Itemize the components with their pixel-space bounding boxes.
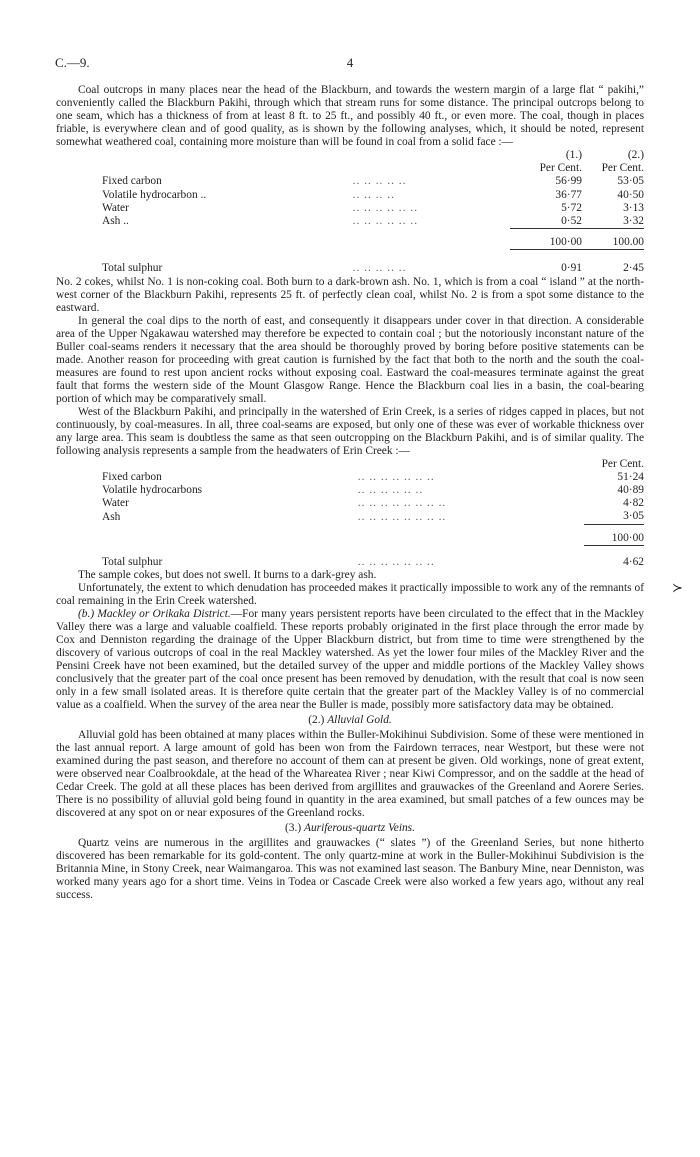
analysis-item: Water: [102, 201, 129, 214]
analysis-item: Volatile hydrocarbons: [102, 484, 203, 497]
total-1: 100·00: [510, 236, 582, 250]
leader-dots: .. .. .. .. .. .. .. ..: [357, 510, 447, 523]
section-heading-alluvial-gold: [56, 714, 644, 727]
value-1: 5·72: [561, 201, 582, 214]
value: 40·89: [617, 484, 644, 497]
paragraph-coking-note: No. 2 cokes, whilst No. 1 is non-coking coal. Both burn to a dark-brown ash. No. 1, which is from a coal “ island ” at the north-west corner of the Blackburn Pakihi, represents 25 ft. of perfectly clean coal, whilst No. 2 is from a spot some distance to the eastward.: [56, 275, 644, 314]
analysis-item: Fixed carbon: [102, 175, 162, 188]
value-2: 3·32: [582, 215, 644, 229]
analysis-col-labels: [56, 149, 644, 162]
section-number: (2.): [308, 714, 325, 727]
value-2: 53·05: [617, 175, 644, 188]
analysis-row: [56, 471, 644, 484]
page-body: [56, 84, 644, 902]
paragraph-denudation: Unfortunately, the extent to which denudation has proceeded makes it practically impossible to work any of the remnants of coal remaining in the Erin Creek watershed.: [56, 582, 644, 608]
margin-mark: ≻: [672, 580, 683, 595]
col2-label: (2.): [627, 149, 644, 161]
analysis-item: Ash: [102, 510, 121, 523]
leader-dots: .. .. .. .. .. .. .. ..: [357, 497, 447, 510]
section-title: Auriferous-quartz Veins.: [304, 822, 415, 835]
sulphur-2: 2·45: [623, 262, 644, 275]
analysis-total-row: [56, 236, 644, 250]
analysis-row: [56, 484, 644, 497]
paragraph-coal-dip: In general the coal dips to the north of east, and consequently it disappears under cover in that direction. A considerable area of the Upper Ngakawau watershed may therefore be expected to contain coal ; but the notoriously inconstant nature of the Buller coal-seams renders it necessary that the area should be thoroughly proved by boring before positive statements can be made. Another reason for proceeding with great caution is furnished by the fact that both to the north and the south the coal-measures are found to rest upon ancient rocks without exposing coal. Eastward the coal-measures terminate against the great fault that forms the western side of the Mount Glasgow Range. Hence the Blackburn coal lies in a basin, the coal-bearing portion of which may be comparatively small.: [56, 314, 644, 405]
paragraph-mackley: [56, 608, 644, 712]
value-2: 40·50: [617, 188, 644, 201]
analysis-row: [56, 202, 644, 215]
total-2: 100.00: [582, 236, 644, 250]
paragraph-erin-creek: West of the Blackburn Pakihi, and principally in the watershed of Erin Creek, is a series of ridges capped in places, but not continuously, by coal-measures. In all, three coal-seams are exposed, but only one of these was ever of workable thickness over any large area. This seam is doubtless the same as that seen outcropping on the Blackburn Pakihi, and is of similar quality. The following analysis represents a sample from the headwaters of Erin Creek :—: [56, 405, 644, 457]
value-2: 3·13: [623, 201, 644, 214]
analysis-item: Fixed carbon: [102, 470, 162, 483]
leader-dots: .. .. .. .. .. ..: [357, 484, 424, 497]
col1-unit: Per Cent.: [539, 162, 582, 175]
analysis-row: [56, 497, 644, 510]
col2-unit: Per Cent.: [601, 162, 644, 175]
mackley-subheading: (b.) Mackley or Orikaka District.: [78, 608, 231, 621]
col1-label: (1.): [565, 149, 582, 161]
mackley-text: —For many years persistent reports have been circulated to the effect that in the Mackley Valley there was a large and valuable coalfield. These reports probably originated in the first place through the error made by Cox and Denniston regarding the drainage of the Upper Blackburn district, but from time to time were strengthened by the discovery of various outcrops of coal in the real Mackley watershed. As yet the lower four miles of the Mackley River and the Pensini Creek have not been examined, but the detailed survey of the upper and middle portions of the Mackley Valley shows conclusively that the greater part of the coal once present has been removed by denudation, with the result that coal is now seen only in a few small isolated areas. It is therefore quite certain that the greater part of the Mackley Valley is of no commercial value as a coalfield. When the survey of the area near the Buller is made, possibly more satisfactory data may be obtained.: [56, 608, 645, 712]
analysis-item: Water: [102, 497, 129, 510]
page-number: 4: [346, 55, 354, 70]
col-unit: Per Cent.: [601, 457, 644, 470]
sulphur-label: Total sulphur: [102, 262, 163, 275]
analysis-total-row: [56, 532, 644, 546]
analysis-sulphur-row: [56, 262, 644, 275]
analysis-item: Ash ..: [102, 215, 129, 228]
value: 4·82: [623, 497, 644, 510]
paragraph-quartz-veins: Quartz veins are numerous in the argillites and grauwackes (“ slates ”) of the Greenland Series, but none hitherto discovered has been remarkable for its gold-content. The only quartz-mine at work in the Buller-Mokihinui Subdivision is the Britannia Mine, in Stony Creek, near Waimangaroa. This was not examined last season. The Banbury Mine, near Denniston, was worked many years ago for a short time. Veins in Todea or Cascade Creek were also worked a few years ago, without any real success.: [56, 837, 644, 902]
leader-dots: .. .. .. .. .. ..: [352, 215, 419, 228]
total: 100·00: [584, 532, 644, 546]
paragraph-blackburn-outcrops: Coal outcrops in many places near the head of the Blackburn, and towards the western margin of a large flat “ pakihi,” conveniently called the Blackburn Pakihi, through which that stream runs for some distance. The principal outcrops belong to one seam, which has a thickness of from at least 8 ft. to 25 ft., and possibly 40 ft., or even more. The coal, though in places friable, is everywhere clean and of good quality, as is shown by the following analyses, which, it should be noted, represent somewhat weathered coal, containing more moisture than will be found in coal from a solid face :—: [56, 84, 644, 148]
value-1: 36·77: [555, 188, 582, 201]
analysis-item: Volatile hydrocarbon ..: [102, 188, 207, 201]
analysis-row: [56, 175, 644, 188]
analysis-col-units: [56, 162, 644, 175]
analysis-row: [56, 510, 644, 524]
sulphur-value: 4·62: [623, 555, 644, 568]
leader-dots: .. .. .. .. .. .. ..: [357, 470, 435, 483]
value-1: 56·99: [555, 175, 582, 188]
leader-dots: .. .. .. .. .. .. ..: [357, 555, 435, 568]
page-header: [55, 55, 645, 71]
section-heading-quartz-veins: [56, 822, 644, 835]
sulphur-label: Total sulphur: [102, 555, 163, 568]
analysis-row: [56, 215, 644, 229]
paragraph-sample-cokes: The sample cokes, but does not swell. It burns to a dark-grey ash.: [78, 569, 377, 582]
value: 3·05: [584, 510, 644, 524]
analysis-sulphur-row: [56, 556, 644, 569]
analysis-table-erin-creek: [56, 458, 644, 569]
section-number: (3.): [285, 822, 302, 835]
leader-dots: .. .. .. ..: [352, 188, 395, 201]
leader-dots: .. .. .. .. ..: [352, 175, 407, 188]
analysis-table-blackburn: [56, 149, 644, 276]
paragraph-alluvial-gold: Alluvial gold has been obtained at many places within the Buller-Mokihinui Subdivision. Some of these were mentioned in the last annual report. A large amount of gold has been won from the Fairdown terraces, near Westport, but these were not examined during the past season, and therefore no account of them can at present be given. Old workings, none of great extent, were observed near Coalbrookdale, at the head of the Whareatea River ; near Kiwi Compressor, and on the saddle at the head of Cedar Creek. The gold at all these places has been derived from argillites and grauwackes of the Greenland and Aorere Series. There is no possibility of alluvial gold being found in quantity in the area examined, but small patches of a few ounces may be discovered at any spot on or near exposures of the Greenland rocks.: [56, 729, 644, 820]
document-code: C.—9.: [55, 55, 90, 70]
value-1: 0·52: [510, 215, 582, 229]
sulphur-1: 0·91: [561, 262, 582, 275]
value: 51·24: [617, 470, 644, 483]
analysis-row: [56, 189, 644, 202]
analysis-col-units: [56, 458, 644, 471]
leader-dots: .. .. .. .. .. ..: [352, 201, 419, 214]
section-title: Alluvial Gold.: [327, 714, 392, 727]
leader-dots: .. .. .. .. ..: [352, 262, 407, 275]
